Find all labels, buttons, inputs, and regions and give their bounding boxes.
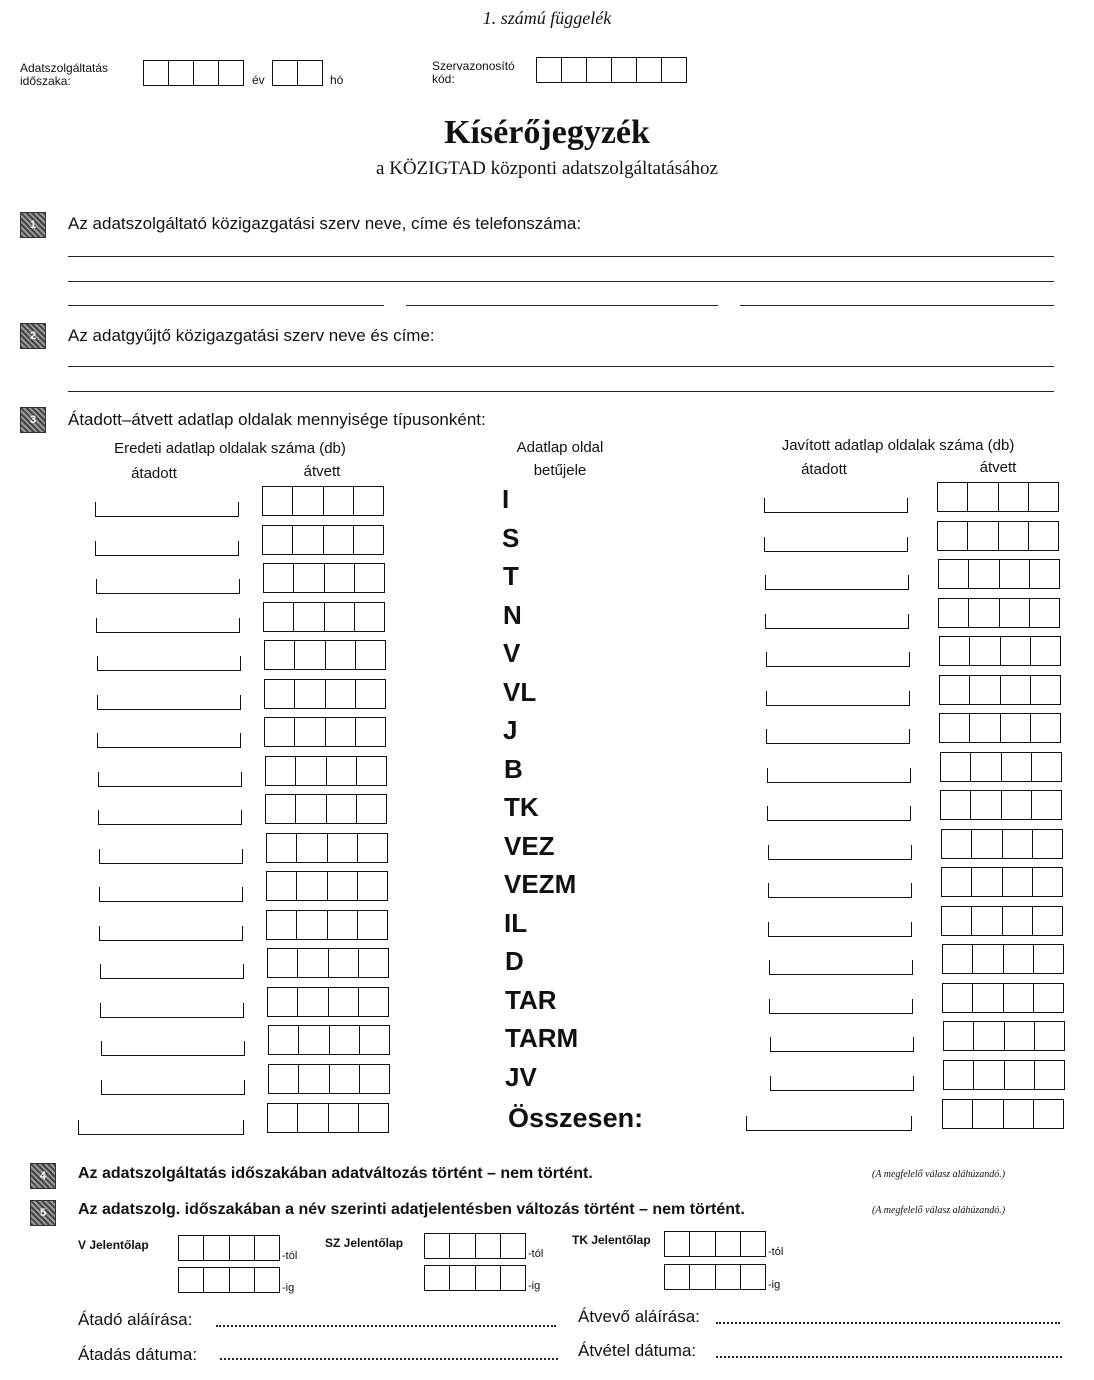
original-handed-field[interactable] [98, 772, 242, 787]
handover-date-line[interactable] [220, 1358, 558, 1360]
corrected-handed-field[interactable] [764, 498, 908, 513]
period-label-line2: időszaka: [20, 74, 71, 88]
total-original-handed[interactable] [78, 1120, 244, 1135]
section-1-icon: 1 [20, 212, 46, 238]
original-received-boxes[interactable] [266, 833, 388, 863]
page-letter: TAR [505, 985, 557, 1015]
tk-report-from-suffix: -tól [768, 1246, 784, 1258]
letter-header-line2: betűjele [533, 462, 587, 479]
data-change-statement[interactable]: Az adatszolgáltatás időszakában adatváltozás történt – nem történt. [78, 1165, 593, 1182]
corrected-handed-field[interactable] [768, 883, 912, 898]
original-handed-field[interactable] [101, 1041, 245, 1056]
original-handed-field[interactable] [99, 849, 243, 864]
corrected-received-boxes[interactable] [939, 713, 1061, 743]
section-3-label: Átadott–átvett adatlap oldalak mennyisége típusonként: [68, 410, 486, 429]
section-3-icon: 3 [20, 407, 46, 433]
corrected-received-boxes[interactable] [940, 752, 1062, 782]
page-letter: TARM [505, 1023, 579, 1053]
corrected-received-boxes[interactable] [939, 636, 1061, 666]
org-code-label [432, 60, 515, 86]
corrected-handed-field[interactable] [769, 999, 913, 1014]
tk-report-to-suffix: -ig [768, 1279, 781, 1291]
tk-report-to-boxes[interactable] [664, 1264, 766, 1290]
original-received-boxes[interactable] [267, 948, 389, 978]
section-1-line-3c[interactable] [740, 305, 1054, 306]
corrected-received-boxes[interactable] [943, 1060, 1065, 1090]
original-received-boxes[interactable] [264, 640, 386, 670]
sz-report-from-suffix: -tól [528, 1248, 544, 1260]
section-2-label: Az adatgyűjtő közigazgatási szerv neve és címe: [68, 326, 435, 345]
original-header: Eredeti adatlap oldalak száma (db) [114, 440, 346, 457]
page-title: Kísérőjegyzék [444, 114, 650, 151]
corrected-received-boxes[interactable] [942, 983, 1064, 1013]
corrected-handed-field[interactable] [768, 922, 912, 937]
corrected-handed-header: átadott [801, 461, 847, 478]
name-report-change-note: (A megfelelő válasz aláhúzandó.) [872, 1205, 1006, 1216]
original-handed-field[interactable] [97, 656, 241, 671]
period-label [20, 62, 108, 88]
org-code-label-line1: Szervazonosító [432, 59, 515, 73]
corrected-handed-field[interactable] [764, 537, 908, 552]
corrected-handed-field[interactable] [769, 960, 913, 975]
handover-signature-label: Átadó aláírása: [78, 1310, 193, 1329]
corrected-received-boxes[interactable] [941, 906, 1063, 936]
original-received-boxes[interactable] [265, 794, 387, 824]
corrected-handed-field[interactable] [767, 768, 911, 783]
original-received-boxes[interactable] [264, 717, 386, 747]
original-received-boxes[interactable] [268, 1064, 390, 1094]
corrected-handed-field[interactable] [766, 729, 910, 744]
corrected-handed-field[interactable] [766, 691, 910, 706]
corrected-received-boxes[interactable] [941, 867, 1063, 897]
data-change-note: (A megfelelő válasz aláhúzandó.) [872, 1169, 1006, 1180]
original-received-boxes[interactable] [262, 486, 384, 516]
original-handed-field[interactable] [99, 887, 243, 902]
corrected-header: Javított adatlap oldalak száma (db) [781, 437, 1015, 454]
total-label: Összesen: [508, 1103, 644, 1133]
original-handed-field[interactable] [99, 926, 243, 941]
corrected-received-boxes[interactable] [939, 675, 1061, 705]
corrected-handed-field[interactable] [766, 652, 910, 667]
sz-report-from-boxes[interactable] [424, 1233, 526, 1259]
receipt-date-label: Átvétel dátuma: [578, 1341, 697, 1360]
page-letter: IL [504, 908, 528, 938]
sz-report-to-boxes[interactable] [424, 1265, 526, 1291]
handover-date-label: Átadás dátuma: [78, 1345, 198, 1364]
corrected-received-boxes[interactable] [943, 1021, 1065, 1051]
original-handed-field[interactable] [97, 733, 241, 748]
corrected-received-boxes[interactable] [938, 559, 1060, 589]
original-received-boxes[interactable] [266, 871, 388, 901]
letter-header-line1: Adatlap oldal [516, 439, 604, 456]
total-original-received[interactable] [267, 1103, 389, 1133]
original-handed-field[interactable] [100, 1003, 244, 1018]
corrected-received-boxes[interactable] [937, 521, 1059, 551]
original-received-boxes[interactable] [264, 679, 386, 709]
corrected-handed-field[interactable] [765, 614, 909, 629]
original-handed-field[interactable] [97, 695, 241, 710]
corrected-received-header: átvett [979, 459, 1017, 476]
section-2-line-2[interactable] [68, 391, 1054, 392]
page-letter: V [503, 638, 521, 668]
page-subtitle: a KÖZIGTAD központi adatszolgáltatásához [376, 158, 718, 179]
corrected-handed-field[interactable] [770, 1076, 914, 1091]
page-letter: JV [505, 1062, 537, 1092]
name-report-change-statement[interactable]: Az adatszolg. időszakában a név szerinti adatjelentésben változás történt – nem történt. [78, 1201, 745, 1218]
section-5-icon: 5 [30, 1200, 56, 1226]
corrected-received-boxes[interactable] [940, 790, 1062, 820]
sz-report-label: SZ Jelentőlap [325, 1236, 404, 1250]
corrected-received-boxes[interactable] [942, 944, 1064, 974]
original-handed-field[interactable] [101, 1080, 245, 1095]
corrected-received-boxes[interactable] [938, 598, 1060, 628]
original-received-boxes[interactable] [263, 563, 385, 593]
year-unit: év [252, 73, 265, 87]
page-letter: N [503, 600, 522, 630]
original-handed-field[interactable] [95, 541, 239, 556]
tk-report-from-boxes[interactable] [664, 1231, 766, 1257]
v-report-to-boxes[interactable] [178, 1267, 280, 1293]
receiver-signature-label: Átvevő aláírása: [578, 1307, 700, 1326]
original-received-boxes[interactable] [262, 525, 384, 555]
original-received-boxes[interactable] [268, 1025, 390, 1055]
section-1-label: Az adatszolgáltató közigazgatási szerv neve, címe és telefonszáma: [68, 214, 582, 233]
section-1-line-3a[interactable] [68, 305, 384, 306]
section-4-icon: 4 [30, 1163, 56, 1189]
original-received-header: átvett [303, 463, 341, 480]
handover-signature-line[interactable] [216, 1325, 556, 1327]
page-letter: VEZ [504, 831, 555, 861]
page-letter: S [502, 523, 520, 553]
section-1-line-3b[interactable] [406, 305, 718, 306]
section-2-line-1[interactable] [68, 366, 1054, 367]
original-received-boxes[interactable] [267, 987, 389, 1017]
total-corrected-handed[interactable] [746, 1116, 912, 1131]
v-report-label: V Jelentőlap [78, 1238, 149, 1252]
original-handed-header: átadott [131, 465, 177, 482]
original-received-boxes[interactable] [265, 756, 387, 786]
page-letter: VL [503, 677, 537, 707]
receiver-signature-line[interactable] [716, 1322, 1060, 1324]
original-received-boxes[interactable] [263, 602, 385, 632]
page-letter: B [504, 754, 523, 784]
corrected-received-boxes[interactable] [937, 482, 1059, 512]
page-letter: T [503, 561, 519, 591]
page-letter: D [505, 946, 524, 976]
tk-report-label: TK Jelentőlap [572, 1233, 651, 1247]
v-report-from-suffix: -tól [282, 1250, 298, 1262]
v-report-from-boxes[interactable] [178, 1235, 280, 1261]
corrected-handed-field[interactable] [765, 575, 909, 590]
section-1-line-1[interactable] [68, 256, 1054, 257]
section-2-icon: 2 [20, 323, 46, 349]
appendix-label: 1. számú függelék [482, 8, 612, 28]
period-label-line1: Adatszolgáltatás [20, 61, 109, 75]
original-handed-field[interactable] [100, 964, 244, 979]
original-handed-field[interactable] [96, 618, 240, 633]
corrected-handed-field[interactable] [770, 1037, 914, 1052]
original-handed-field[interactable] [95, 502, 239, 517]
page-letter: TK [504, 792, 539, 822]
section-1-line-2[interactable] [68, 281, 1054, 282]
month-boxes[interactable] [272, 60, 323, 86]
v-report-to-suffix: -ig [282, 1282, 295, 1294]
year-boxes[interactable] [143, 60, 244, 86]
corrected-received-boxes[interactable] [941, 829, 1063, 859]
corrected-handed-field[interactable] [768, 845, 912, 860]
receipt-date-line[interactable] [716, 1356, 1062, 1358]
month-unit: hó [330, 73, 344, 87]
original-handed-field[interactable] [96, 579, 240, 594]
page-letter: VEZM [504, 869, 577, 899]
original-received-boxes[interactable] [266, 910, 388, 940]
page-letter: J [503, 715, 518, 745]
corrected-handed-field[interactable] [767, 806, 911, 821]
original-handed-field[interactable] [98, 810, 242, 825]
total-corrected-received[interactable] [942, 1099, 1064, 1129]
sz-report-to-suffix: -ig [528, 1280, 541, 1292]
org-code-label-line2: kód: [432, 72, 455, 86]
page-letter: I [502, 484, 510, 514]
org-code-boxes[interactable] [536, 57, 687, 83]
